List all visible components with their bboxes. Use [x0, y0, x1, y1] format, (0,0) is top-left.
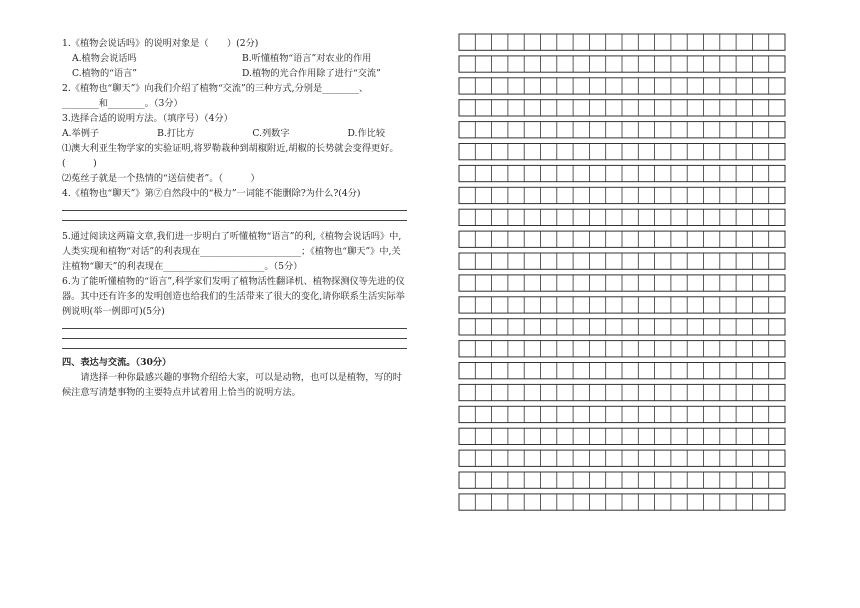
grid-row[interactable]	[459, 341, 785, 357]
questions-column	[62, 36, 407, 400]
grid-row[interactable]	[459, 472, 785, 488]
q6-answer-line-2[interactable]	[62, 329, 407, 339]
q2-line2: ________和________。（3分）	[62, 98, 183, 109]
grid-row[interactable]	[459, 275, 785, 291]
q6-answer-line-3[interactable]	[62, 339, 407, 349]
q2-line1: 2.《植物也“聊天”》向我们介绍了植物“交流”的三种方式,分别是________、	[62, 83, 369, 94]
q3-item2: ⑵菟丝子就是一个热情的“送信使者”。（ ）	[62, 173, 260, 184]
q3-option-d: D.作比较	[347, 128, 386, 139]
q4-stem: 4.《植物也“聊天”》第⑦自然段中的“极力”一词能不能删除?为什么?(4分)	[62, 188, 361, 199]
grid-row[interactable]	[459, 122, 785, 138]
section4-prompt: 请选择一种你最感兴趣的事物介绍给大家，可以是动物，也可以是植物，写的时候注意写清楚事物的主要特点并试着用上恰当的说明方法。	[62, 372, 402, 398]
grid-row[interactable]	[459, 428, 785, 444]
q3-option-a: A.举例子	[62, 128, 100, 139]
composition-grid[interactable]	[458, 33, 788, 523]
grid-row[interactable]	[459, 187, 785, 203]
q4-answer-line-1[interactable]	[62, 201, 407, 211]
grid-row[interactable]	[459, 253, 785, 269]
q1-options-row1	[62, 51, 407, 66]
q5-text: 5.通过阅读这两篇文章,我们进一步明白了听懂植物“语言”的利,《植物会说话吗》中,人类实现和植物“对话”的利表现在______________________；《植物也“聊天”》中,关注植物“聊天”的利表现在______________________。（5分）	[62, 231, 402, 272]
grid-row[interactable]	[459, 384, 785, 400]
q1-options-row2	[62, 66, 407, 81]
composition-grid-svg[interactable]	[458, 33, 788, 523]
q1-stem: 1.《植物会说话吗》的说明对象是（ ）(2分)	[62, 38, 259, 49]
q3-option-b: B.打比方	[157, 128, 195, 139]
grid-row[interactable]	[459, 100, 785, 116]
q1-option-d: D.植物的光合作用除了进行“交流”	[242, 68, 381, 79]
q3-option-c: C.列数字	[252, 128, 290, 139]
grid-row[interactable]	[459, 144, 785, 160]
grid-row[interactable]	[459, 319, 785, 335]
q4-answer-line-2[interactable]	[62, 211, 407, 221]
q3-stem: 3.选择合适的说明方法。（填序号）（4分）	[62, 113, 233, 124]
grid-row[interactable]	[459, 231, 785, 247]
grid-row[interactable]	[459, 165, 785, 181]
grid-row[interactable]	[459, 363, 785, 379]
q6-text: 6.为了能听懂植物的“语言”,科学家们发明了植物活性翻译机、植物探测仪等先进的仪器。其中还有许多的发明创造也给我们的生活带来了很大的变化,请你联系生活实际举例说明(举一例即可)(5分)	[62, 276, 405, 317]
grid-row[interactable]	[459, 450, 785, 466]
grid-row[interactable]	[459, 56, 785, 72]
q3-options	[62, 126, 407, 141]
grid-row[interactable]	[459, 209, 785, 225]
section4-title: 四、表达与交流。（30分）	[62, 357, 172, 368]
q1-option-c: C.植物的“语言”	[72, 68, 137, 79]
q1-option-a: A.植物会说话吗	[72, 53, 137, 64]
q3-item1: ⑴澳大利亚生物学家的实验证明,将罗勒栽种到胡椒附近,胡椒的长势就会变得更好。( )	[62, 143, 399, 169]
grid-row[interactable]	[459, 297, 785, 313]
grid-row[interactable]	[459, 406, 785, 422]
q6-answer-line-1[interactable]	[62, 319, 407, 329]
grid-row[interactable]	[459, 78, 785, 94]
q1-option-b: B.听懂植物“语言”对农业的作用	[242, 53, 372, 64]
grid-row[interactable]	[459, 494, 785, 510]
grid-row[interactable]	[459, 34, 785, 50]
